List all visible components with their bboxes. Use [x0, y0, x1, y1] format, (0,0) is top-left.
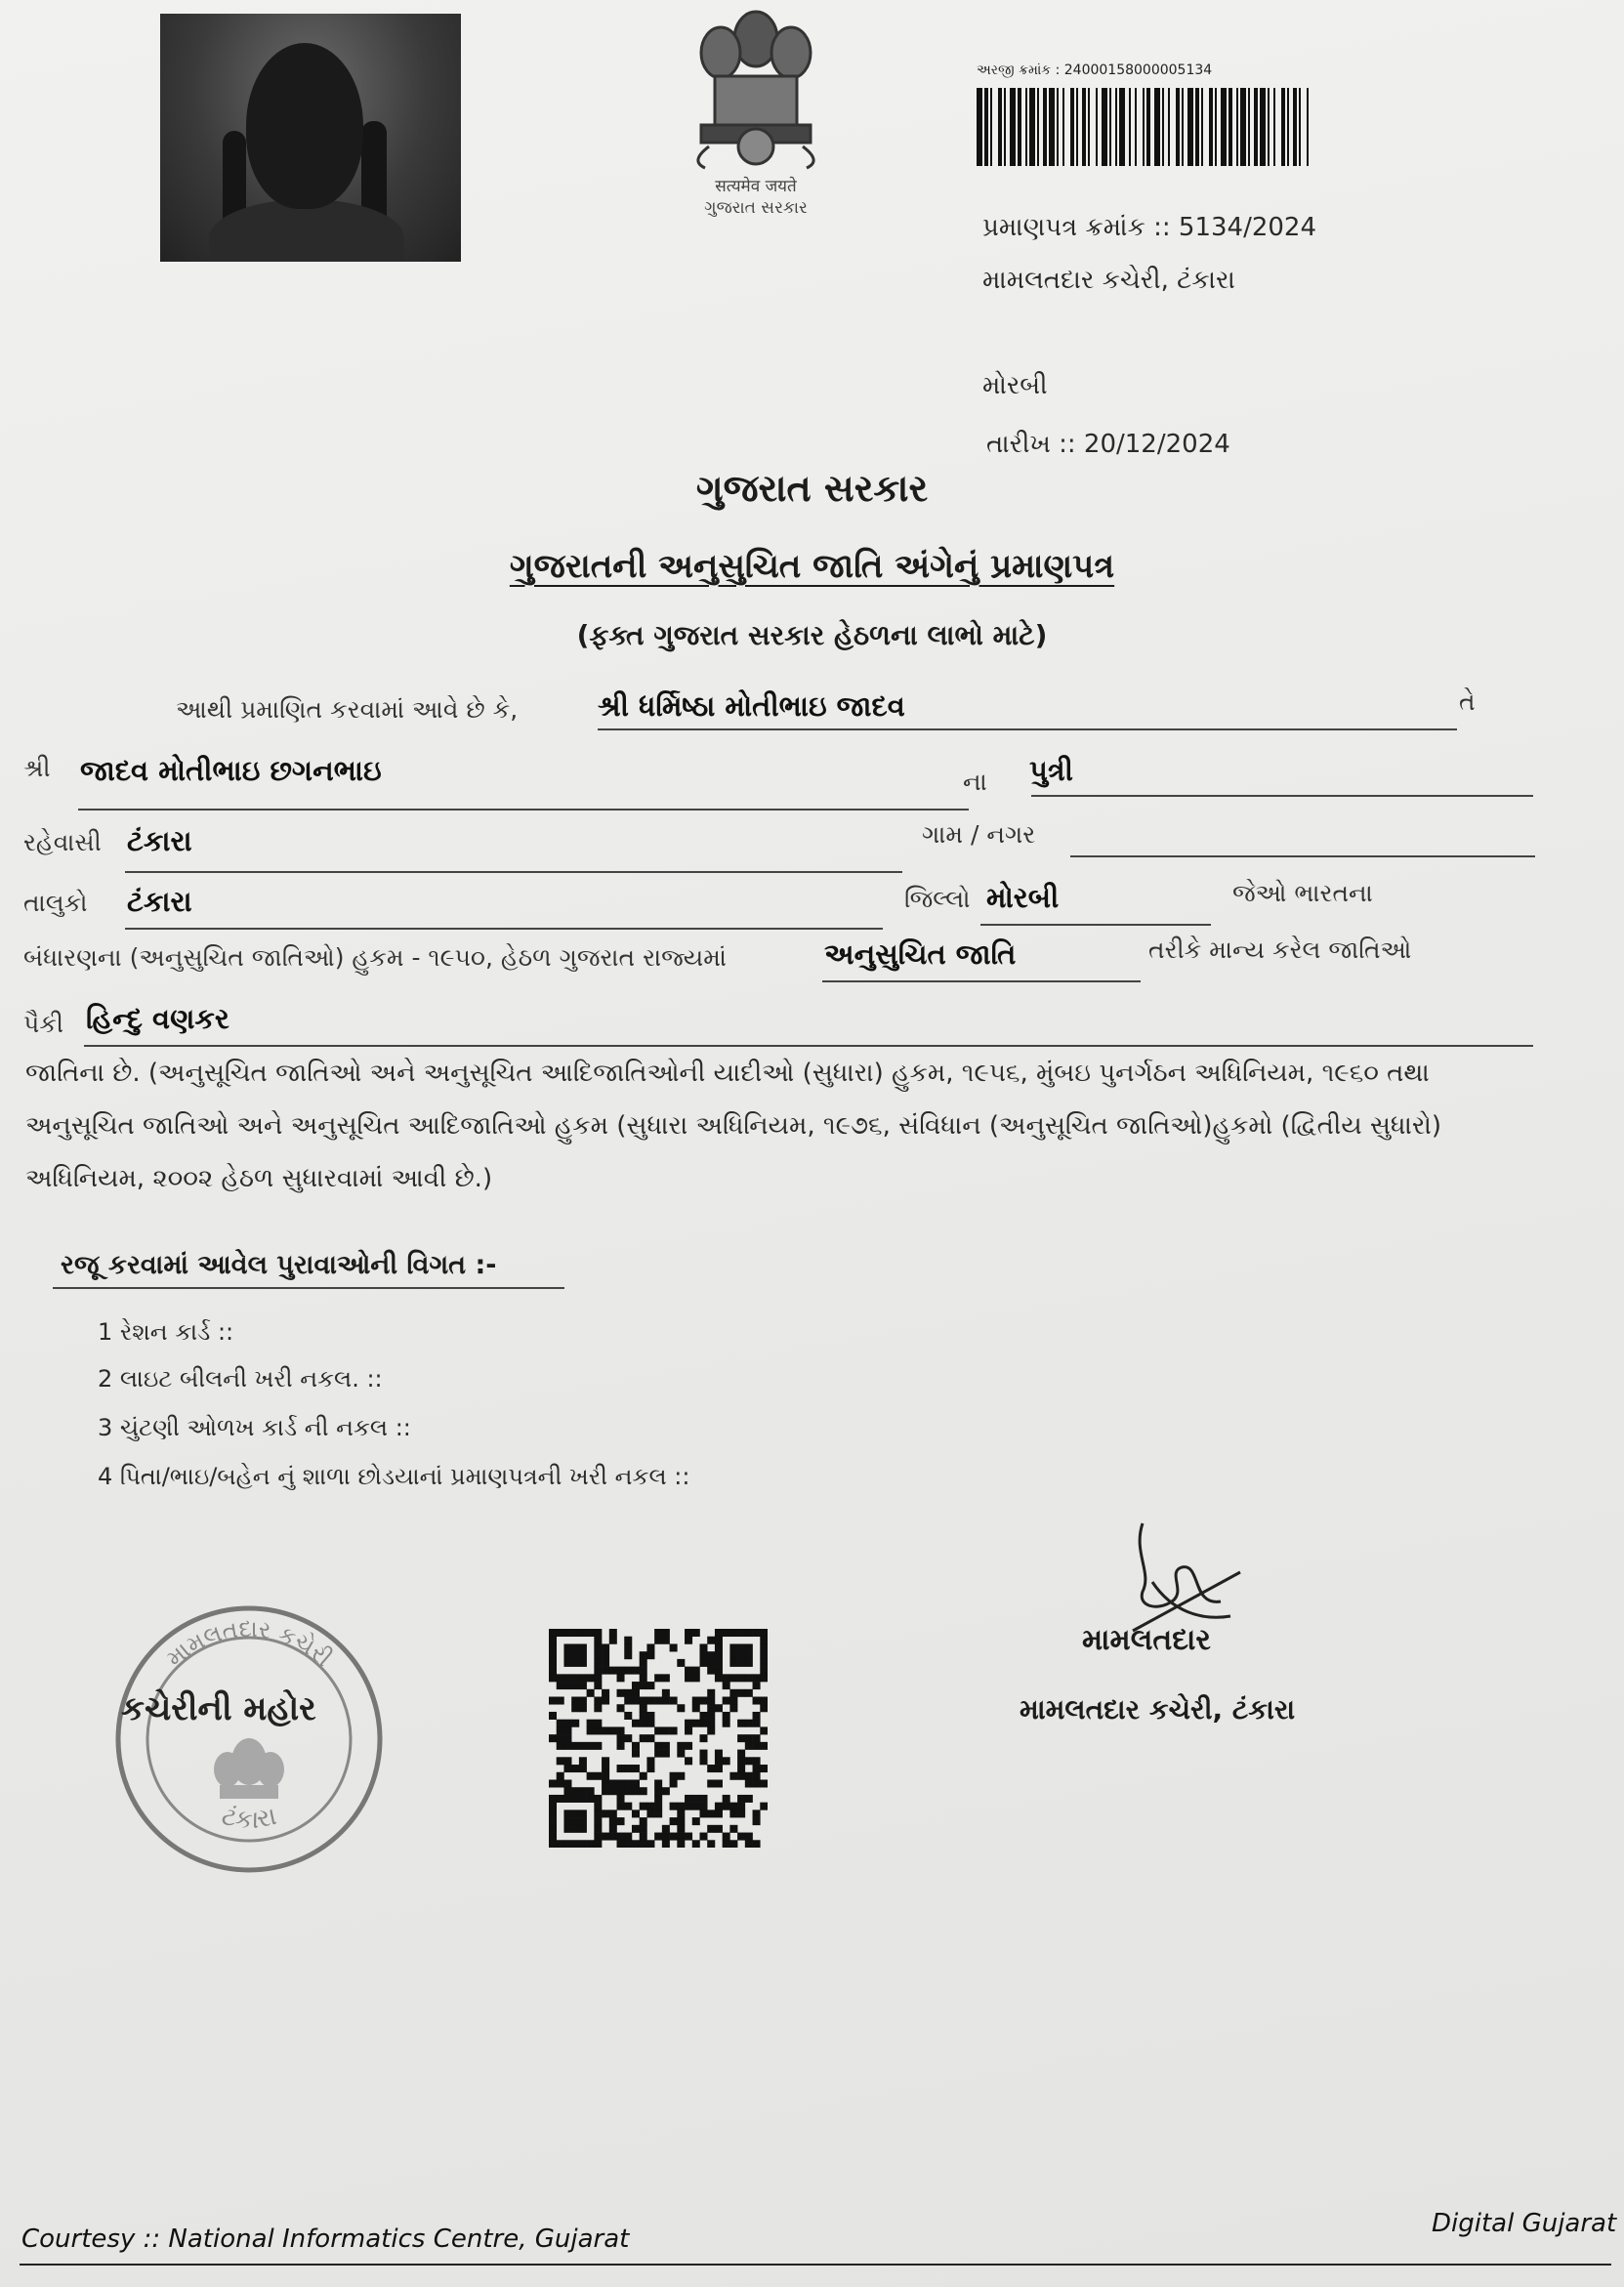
certificate-number-label: પ્રમાણપત્ર ક્રમાંક	[982, 213, 1145, 242]
recognized-text: તરીકે માન્ય કરેલ જાતિઓ	[1148, 936, 1412, 964]
application-number	[977, 62, 1212, 78]
seal-icon	[107, 1598, 391, 1881]
india-text: જેઓ ભારતના	[1232, 879, 1373, 907]
relation: પુત્રી	[1029, 754, 1073, 787]
na-text: ના	[963, 768, 987, 796]
qr-code	[549, 1629, 768, 1848]
category-value: અનુસુચિત જાતિ	[824, 937, 1017, 971]
taluka-value: ટંકારા	[127, 885, 192, 918]
district-label: જિલ્લો	[904, 885, 971, 913]
village-label: ગામ / નગર	[922, 820, 1036, 849]
certificate-number-sep: ::	[1153, 213, 1171, 242]
certificate-number-value: 5134/2024	[1178, 213, 1317, 242]
barcode	[977, 88, 1312, 166]
issue-date-label: તારીખ	[986, 430, 1051, 459]
qr-code-icon	[549, 1629, 768, 1848]
application-number-label: અરજી ક્રમાંક :	[977, 62, 1061, 78]
constitution-text: બંધારણના (અનુસુચિત જાતિઓ) હુકમ - ૧૯૫૦, હેઠળ ગુજરાત રાજ્યમાં	[23, 943, 727, 972]
issue-date-sep: ::	[1059, 430, 1076, 459]
stamp-ring-top: મામલતદાર કચેરી	[160, 1614, 338, 1673]
certificate-title-text: ગુજરાતની અનુસુચિત જાતિ અંગેનું પ્રમાણપત્ર	[509, 547, 1115, 586]
resident-label: રહેવાસી	[23, 828, 102, 856]
certificate-number	[982, 213, 1316, 243]
legal-paragraph: જાતિના છે. (અનુસૂચિત જાતિઓ અને અનુસૂચિત આદિજાતિઓની યાદીઓ (સુધારા) હુકમ, ૧૯૫૬, મુંબઇ પુનર્ગઠન અધિનિયમ, ૧૯૬૦ તથા અનુસૂચિત જાતિઓ અને અનુસૂચિત આદિજાતિઓ હુકમ (સુધારા અધિનિયમ, ૧૯૭૬, સંવિધાન (અનુસૂચિત જાતિઓ)હુકમો (દ્વિતીય સુધારો) અધિનિયમ, ૨૦૦૨ હેઠળ સુધારવામાં આવી છે.)	[25, 1059, 1441, 1193]
office-stamp	[107, 1598, 391, 1881]
application-number-value: 24000158000005134	[1063, 62, 1213, 78]
te-text: તે	[1459, 687, 1476, 716]
taluka-label: તાલુકો	[23, 889, 88, 917]
signatory-office: મામલતદાર કચેરી, ટંકારા	[1020, 1693, 1296, 1726]
caste-value: હિન્દુ વણકર	[86, 1002, 229, 1035]
issuing-district: મોરબી	[982, 371, 1048, 400]
evidence-item: 2 લાઇટ બીલની ખરી નકલ. ::	[98, 1365, 383, 1393]
issue-date	[986, 430, 1230, 460]
emblem-motto: सत्यमेव जयते	[715, 177, 797, 196]
svg-text:ટંકારા	[219, 1802, 279, 1835]
signatory-title: મામલતદાર	[1082, 1623, 1211, 1657]
evidence-item: 1 રેશન કાર્ડ ::	[98, 1318, 234, 1346]
resident-value: ટંકારા	[127, 824, 192, 857]
issuing-office: મામલતદાર કચેરી, ટંકારા	[982, 266, 1235, 295]
evidence-item: 4 પિતા/ભાઇ/બહેન નું શાળા છોડયાનાં પ્રમાણપત્રની ખરી નકલ ::	[98, 1463, 690, 1490]
stamp-label: કચેરીની મહોર	[121, 1689, 316, 1728]
stamp-ring-bottom: ટંકારા	[218, 1801, 279, 1835]
holder-name: શ્રી ધર્મિષ્ઠા મોતીભાઇ જાદવ	[598, 689, 905, 723]
certificate-title	[0, 547, 1624, 586]
district-value: મોરબી	[986, 881, 1060, 914]
footer-digital-gujarat: Digital Gujarat	[1432, 2209, 1617, 2238]
footer-courtesy: Courtesy :: National Informatics Centre, Gujarat	[21, 2225, 630, 2254]
parent-name: જાદવ મોતીભાઇ છગનભાઇ	[80, 754, 382, 787]
shri-label: શ્રી	[23, 754, 51, 782]
among-label: પૈકી	[23, 1010, 64, 1038]
certify-text: આથી પ્રમાણિત કરવામાં આવે છે કે,	[176, 695, 519, 724]
national-emblem	[670, 0, 842, 218]
lion-capital-icon	[670, 0, 842, 172]
government-title: ગુજરાત સરકાર	[695, 467, 929, 510]
holder-photo	[160, 14, 461, 262]
evidence-item: 3 ચુંટણી ઓળખ કાર્ડ ની નકલ ::	[98, 1414, 411, 1441]
issue-date-value: 20/12/2024	[1083, 430, 1230, 459]
evidence-heading: રજૂ કરવામાં આવેલ પુરાવાઓની વિગત :-	[61, 1250, 497, 1280]
certificate-subtitle: (ફક્ત ગુજરાત સરકાર હેઠળના લાભો માટે)	[576, 619, 1048, 651]
emblem-subtitle: ગુજરાત સરકાર	[704, 198, 808, 218]
